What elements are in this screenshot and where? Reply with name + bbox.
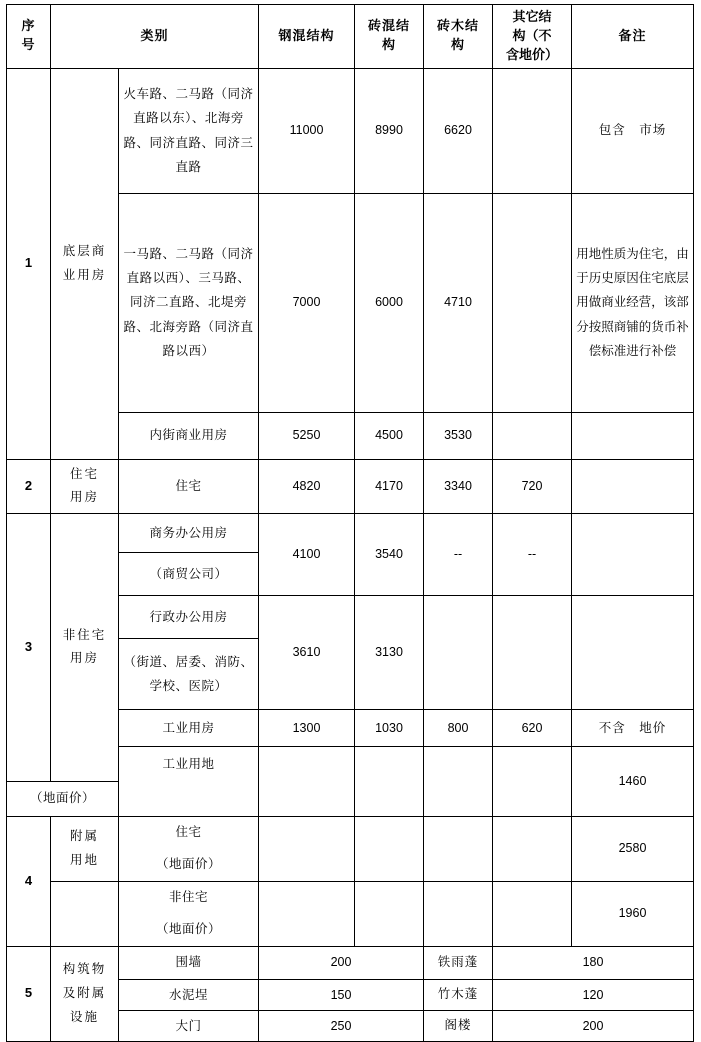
row-category-4-l1: 附属 (69, 828, 99, 843)
cell-gangshun-1-3: 5250 (259, 412, 355, 459)
table-row (7, 459, 694, 514)
cell-remark-4-1: 2580 (572, 816, 694, 881)
row-category-2-l1: 住宅 (69, 466, 99, 481)
row-category-5-l2: 及附属 (62, 986, 107, 1001)
row-seq-1: 1 (7, 68, 51, 459)
row-value-5-1-left: 200 (259, 946, 424, 979)
row-area-3-3: 工业用房 (119, 710, 259, 747)
cell-remark-4-2: 1960 (572, 881, 694, 946)
cell-other-3-1: -- (493, 514, 572, 596)
cell-zhuanmu-2-1: 3340 (424, 459, 493, 514)
row-label-5-2-right: 竹木蓬 (424, 979, 493, 1010)
row-label-5-3-left: 大门 (119, 1010, 259, 1041)
row-area-3-1b: （商贸公司） (119, 553, 259, 596)
header-seq-line1: 序 (21, 18, 36, 34)
header-zhuanhun-l2: 构 (382, 37, 397, 53)
header-zhuanhun-l1: 砖混结 (368, 18, 411, 34)
cell-zhuanmu-3-2 (424, 596, 493, 710)
row-category-2 (51, 459, 119, 514)
cell-zhuanmu-1-1: 6620 (424, 68, 493, 193)
header-category: 类别 (51, 5, 259, 69)
row-seq-3: 3 (7, 514, 51, 782)
row-label-5-2-left: 水泥埕 (119, 979, 259, 1010)
cell-zhuanmu-1-2: 4710 (424, 193, 493, 412)
header-seq-line2: 号 (21, 37, 36, 53)
cell-remark-3-1 (572, 514, 694, 596)
table-row (7, 68, 694, 193)
cell-remark-1-1: 包含 市场 (572, 68, 694, 193)
cell-gangshun-3-2: 3610 (259, 596, 355, 710)
row-area-1-3: 内街商业用房 (119, 412, 259, 459)
header-seq (7, 5, 51, 69)
cell-zhuanhun-3-2: 3130 (355, 596, 424, 710)
header-remark: 备注 (572, 5, 694, 69)
cell-zhuanhun-4-1 (355, 816, 424, 881)
row-area-3-1a: 商务办公用房 (119, 514, 259, 553)
row-area-4-2a: 非住宅 (119, 881, 259, 914)
cell-other-3-2 (493, 596, 572, 710)
header-zhuanmu-l2: 构 (451, 37, 466, 53)
header-other-l3: 含地价） (506, 46, 559, 62)
row-label-5-1-left: 围墙 (119, 946, 259, 979)
row-area-1-2: 一马路、二马路（同济直路以西）、三马路、同济二直路、北堤旁路、北海旁路（同济直路以西） (119, 193, 259, 412)
cell-other-2-1: 720 (493, 459, 572, 514)
cell-zhuanhun-2-1: 4170 (355, 459, 424, 514)
cell-gangshun-3-3: 1300 (259, 710, 355, 747)
header-zhuanmu-l1: 砖木结 (437, 18, 480, 34)
row-category-1-l1: 底层商 (62, 243, 107, 258)
row-seq-2: 2 (7, 459, 51, 514)
row-area-3-2b: （街道、居委、消防、学校、医院） (119, 639, 259, 710)
header-other-l1: 其它结 (512, 9, 552, 24)
cell-remark-1-2: 用地性质为住宅，由于历史原因住宅底层用做商业经营，该部分按照商铺的货币补偿标准进行补偿 (572, 193, 694, 412)
document-page (0, 4, 701, 1034)
cell-other-1-2 (493, 193, 572, 412)
compensation-standard-table (6, 4, 694, 1042)
row-category-3-l1: 非住宅 (62, 627, 107, 642)
row-area-4-1b: （地面价） (119, 849, 259, 882)
cell-other-3-4 (493, 747, 572, 817)
row-value-5-3-left: 250 (259, 1010, 424, 1041)
cell-zhuanhun-1-1: 8990 (355, 68, 424, 193)
row-category-4-filler (51, 881, 119, 946)
cell-zhuanhun-3-4 (355, 747, 424, 817)
cell-other-4-1 (493, 816, 572, 881)
row-area-3-4a: 工业用地 (119, 747, 259, 782)
row-area-4-2b: （地面价） (119, 914, 259, 947)
table-header-row (7, 5, 694, 69)
row-value-5-2-left: 150 (259, 979, 424, 1010)
row-seq-5: 5 (7, 946, 51, 1042)
row-category-5 (51, 946, 119, 1042)
header-zhuanmu (424, 5, 493, 69)
cell-gangshun-2-1: 4820 (259, 459, 355, 514)
row-area-3-2a: 行政办公用房 (119, 596, 259, 639)
row-category-2-l2: 用房 (69, 490, 99, 505)
cell-remark-3-3: 不含 地价 (572, 710, 694, 747)
cell-zhuanhun-3-3: 1030 (355, 710, 424, 747)
header-zhuanhun (355, 5, 424, 69)
row-area-3-4b: （地面价） (7, 781, 119, 816)
table-row (7, 946, 694, 979)
cell-zhuanhun-3-1: 3540 (355, 514, 424, 596)
cell-gangshun-1-2: 7000 (259, 193, 355, 412)
row-label-5-3-right: 阁楼 (424, 1010, 493, 1041)
row-value-5-1-right: 180 (493, 946, 694, 979)
cell-remark-1-3 (572, 412, 694, 459)
row-value-5-2-right: 120 (493, 979, 694, 1010)
row-seq-4: 4 (7, 816, 51, 946)
cell-remark-3-2 (572, 596, 694, 710)
cell-zhuanhun-1-2: 6000 (355, 193, 424, 412)
cell-zhuanmu-4-2 (424, 881, 493, 946)
cell-other-4-2 (493, 881, 572, 946)
cell-remark-2-1 (572, 459, 694, 514)
row-value-5-3-right: 200 (493, 1010, 694, 1041)
cell-remark-3-4: 1460 (572, 747, 694, 817)
header-other (493, 5, 572, 69)
cell-other-3-3: 620 (493, 710, 572, 747)
table-row (7, 514, 694, 553)
row-area-2-1: 住宅 (119, 459, 259, 514)
header-other-l2: 构（不 (512, 27, 552, 43)
cell-zhuanmu-4-1 (424, 816, 493, 881)
cell-other-1-1 (493, 68, 572, 193)
cell-zhuanmu-1-3: 3530 (424, 412, 493, 459)
table-row (7, 881, 694, 914)
cell-zhuanmu-3-4 (424, 747, 493, 817)
row-category-1 (51, 68, 119, 459)
header-gangshun: 钢混结构 (259, 5, 355, 69)
row-area-4-1a: 住宅 (119, 816, 259, 849)
table-row (7, 816, 694, 849)
row-category-4 (51, 816, 119, 881)
cell-zhuanmu-3-3: 800 (424, 710, 493, 747)
row-label-5-1-right: 铁雨蓬 (424, 946, 493, 979)
cell-gangshun-4-1 (259, 816, 355, 881)
cell-gangshun-3-1: 4100 (259, 514, 355, 596)
cell-zhuanmu-3-1: -- (424, 514, 493, 596)
row-area-1-1: 火车路、二马路（同济直路以东）、北海旁路、同济直路、同济三直路 (119, 68, 259, 193)
cell-gangshun-3-4 (259, 747, 355, 817)
cell-gangshun-4-2 (259, 881, 355, 946)
row-category-5-l3: 设施 (69, 1009, 99, 1024)
cell-zhuanhun-1-3: 4500 (355, 412, 424, 459)
cell-zhuanhun-4-2 (355, 881, 424, 946)
row-category-4-l2: 用地 (69, 852, 99, 867)
cell-gangshun-1-1: 11000 (259, 68, 355, 193)
row-category-3-l2: 用房 (69, 651, 99, 666)
row-category-1-l2: 业用房 (62, 267, 107, 282)
row-category-3 (51, 514, 119, 782)
cell-other-1-3 (493, 412, 572, 459)
row-category-5-l1: 构筑物 (62, 962, 107, 977)
